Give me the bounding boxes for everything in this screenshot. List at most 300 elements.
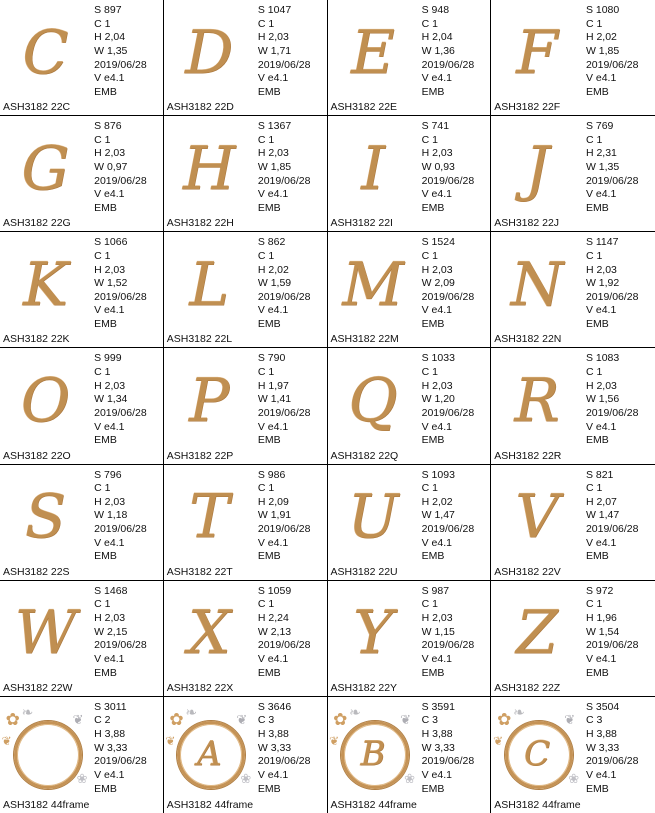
meta-fmt: EMB: [257, 434, 281, 447]
design-preview: [0, 348, 91, 463]
meta-c: C 1: [585, 598, 603, 611]
meta-v: V e4.1: [94, 304, 125, 317]
meta-s: S 1147: [585, 236, 619, 249]
meta-fmt: EMB: [94, 434, 117, 447]
meta-fmt: EMB: [421, 782, 445, 795]
meta-v: V e4.1: [257, 72, 289, 85]
meta-c: C 3: [421, 714, 438, 727]
meta-h: H 1,97: [257, 379, 289, 392]
meta-c: C 1: [94, 133, 111, 146]
design-code: ASH3182 22R: [494, 449, 562, 462]
design-metadata: [419, 232, 491, 347]
design-cell[interactable]: [491, 116, 655, 232]
design-preview: [491, 348, 583, 463]
meta-c: C 1: [94, 249, 111, 262]
ornament-icon: ✿: [169, 709, 184, 729]
meta-c: C 1: [257, 133, 275, 146]
meta-date: 2019/06/28: [94, 290, 147, 303]
meta-c: C 3: [585, 714, 603, 727]
meta-s: S 1080: [585, 4, 620, 16]
monogram-frame-icon: [329, 703, 417, 797]
meta-h: H 2,31: [585, 147, 617, 160]
design-cell[interactable]: [491, 348, 655, 464]
ornament-icon: ✿: [333, 709, 348, 729]
meta-fmt: EMB: [257, 201, 281, 214]
design-preview: [164, 465, 255, 580]
meta-date: 2019/06/28: [257, 290, 311, 303]
ornament-icon: ❀: [568, 770, 580, 786]
design-code: ASH3182 22W: [3, 681, 73, 694]
meta-w: W 1,54: [585, 625, 620, 638]
meta-date: 2019/06/28: [421, 406, 475, 419]
meta-v: V e4.1: [421, 420, 452, 433]
design-cell[interactable]: [491, 697, 655, 813]
meta-c: C 1: [585, 366, 603, 379]
frame-ring: [341, 721, 409, 789]
design-preview: [328, 465, 419, 580]
meta-c: C 1: [421, 17, 438, 30]
meta-c: C 1: [585, 482, 603, 495]
meta-v: V e4.1: [421, 304, 452, 317]
meta-v: V e4.1: [94, 652, 125, 665]
letter-glyph: E: [351, 17, 395, 88]
meta-date: 2019/06/28: [585, 755, 639, 768]
meta-v: V e4.1: [94, 536, 125, 549]
design-code: ASH3182 22P: [166, 449, 234, 462]
meta-date: 2019/06/28: [257, 755, 311, 768]
design-code: ASH3182 22V: [494, 565, 561, 578]
meta-h: H 2,04: [94, 31, 126, 44]
meta-s: S 1367: [257, 120, 292, 133]
meta-s: S 897: [94, 4, 122, 16]
meta-c: C 1: [257, 598, 275, 611]
meta-v: V e4.1: [585, 536, 617, 549]
meta-s: S 999: [94, 352, 122, 365]
meta-c: C 1: [257, 17, 275, 30]
design-cell[interactable]: [328, 697, 492, 813]
letter-glyph: U: [347, 482, 399, 553]
meta-h: H 2,03: [421, 611, 453, 624]
meta-h: H 3,88: [94, 728, 126, 741]
design-code: ASH3182 22G: [3, 217, 71, 230]
design-metadata: [91, 348, 163, 463]
meta-c: C 2: [94, 714, 111, 727]
meta-v: V e4.1: [257, 536, 289, 549]
meta-h: H 2,02: [585, 31, 617, 44]
meta-h: H 3,88: [257, 728, 289, 741]
design-cell[interactable]: [0, 465, 164, 581]
meta-s: S 972: [585, 584, 614, 597]
letter-glyph: O: [20, 365, 71, 436]
letter-glyph: X: [187, 598, 231, 669]
meta-s: S 987: [421, 584, 450, 597]
ornament-icon: ❦: [493, 733, 504, 748]
meta-fmt: EMB: [421, 434, 445, 447]
meta-fmt: EMB: [585, 318, 609, 331]
meta-w: W 1,56: [585, 393, 620, 406]
meta-h: H 2,24: [257, 611, 289, 624]
design-code: ASH3182 22T: [166, 565, 233, 578]
design-metadata: [255, 581, 327, 696]
meta-date: 2019/06/28: [257, 58, 311, 71]
meta-h: H 2,03: [94, 263, 126, 276]
letter-glyph: N: [510, 249, 564, 320]
meta-fmt: EMB: [94, 201, 117, 214]
meta-h: H 2,04: [421, 31, 453, 44]
letter-glyph: C: [22, 17, 69, 88]
meta-date: 2019/06/28: [94, 639, 147, 652]
design-metadata: [255, 348, 327, 463]
design-cell[interactable]: [164, 0, 328, 116]
letter-glyph: C: [524, 733, 551, 774]
meta-fmt: EMB: [94, 666, 117, 679]
ornament-icon: ❦: [329, 733, 340, 748]
meta-date: 2019/06/28: [257, 523, 311, 536]
ornament-icon: ❧: [513, 703, 525, 720]
meta-v: V e4.1: [585, 652, 617, 665]
meta-fmt: EMB: [585, 85, 609, 98]
meta-v: V e4.1: [94, 72, 125, 85]
meta-s: S 3011: [94, 700, 127, 713]
letter-glyph: M: [342, 249, 404, 320]
meta-h: H 3,88: [421, 728, 453, 741]
design-cell[interactable]: [491, 0, 655, 116]
meta-s: S 1033: [421, 352, 455, 365]
meta-w: W 1,71: [257, 44, 292, 57]
design-code: ASH3182 22Z: [494, 681, 561, 694]
design-code: ASH3182 44frame: [166, 799, 254, 811]
meta-date: 2019/06/28: [257, 639, 311, 652]
design-code: ASH3182 22J: [494, 217, 560, 230]
meta-v: V e4.1: [94, 420, 125, 433]
meta-date: 2019/06/28: [94, 406, 147, 419]
meta-v: V e4.1: [421, 72, 452, 85]
meta-date: 2019/06/28: [421, 523, 475, 536]
meta-c: C 1: [585, 17, 603, 30]
design-metadata: [91, 465, 163, 580]
design-preview: [491, 465, 583, 580]
meta-date: 2019/06/28: [94, 523, 147, 536]
meta-w: W 1,20: [421, 393, 455, 406]
frame-ring: [14, 721, 82, 789]
design-code: ASH3182 22L: [166, 333, 233, 346]
design-cell[interactable]: [164, 116, 328, 232]
design-cell[interactable]: [0, 348, 164, 464]
meta-s: S 821: [585, 468, 614, 481]
meta-w: W 1,47: [585, 509, 620, 522]
design-cell[interactable]: [328, 232, 492, 348]
meta-w: W 2,13: [257, 625, 292, 638]
design-metadata: [91, 0, 163, 115]
meta-fmt: EMB: [585, 201, 609, 214]
meta-w: W 1,47: [421, 509, 455, 522]
meta-c: C 1: [94, 366, 111, 379]
design-cell[interactable]: [164, 232, 328, 348]
design-code: ASH3182 44frame: [3, 799, 90, 811]
meta-w: W 1,34: [94, 393, 128, 406]
ornament-icon: ❀: [404, 770, 416, 786]
meta-c: C 1: [421, 249, 438, 262]
design-code: ASH3182 22F: [494, 101, 561, 114]
design-metadata: [255, 465, 327, 580]
design-metadata: [255, 116, 327, 231]
ornament-icon: ❦: [72, 711, 84, 727]
meta-date: 2019/06/28: [257, 406, 311, 419]
meta-date: 2019/06/28: [421, 755, 475, 768]
letter-glyph: H: [183, 133, 236, 204]
design-cell[interactable]: [0, 232, 164, 348]
design-preview: [0, 697, 91, 813]
design-preview: [491, 232, 583, 347]
meta-s: S 3504: [585, 700, 620, 713]
design-preview: [164, 581, 255, 696]
ornament-icon: ❀: [240, 770, 252, 786]
design-code: ASH3182 22I: [330, 217, 393, 230]
meta-c: C 1: [421, 366, 438, 379]
meta-s: S 862: [257, 236, 286, 249]
meta-date: 2019/06/28: [585, 58, 639, 71]
meta-fmt: EMB: [585, 666, 609, 679]
design-cell[interactable]: [328, 348, 492, 464]
design-code: ASH3182 22Y: [330, 681, 398, 694]
letter-glyph: K: [23, 249, 68, 320]
meta-c: C 1: [421, 133, 438, 146]
meta-h: H 2,03: [421, 379, 453, 392]
frame-ring: [505, 721, 573, 789]
meta-fmt: EMB: [585, 434, 609, 447]
meta-fmt: EMB: [94, 318, 117, 331]
meta-v: V e4.1: [421, 536, 452, 549]
design-metadata: [583, 116, 655, 231]
design-code: ASH3182 22D: [166, 101, 234, 114]
meta-w: W 0,97: [94, 161, 128, 174]
meta-date: 2019/06/28: [421, 174, 475, 187]
design-metadata: [419, 465, 491, 580]
meta-fmt: EMB: [421, 85, 445, 98]
meta-w: W 1,85: [585, 44, 620, 57]
meta-c: C 1: [585, 249, 603, 262]
meta-w: W 3,33: [585, 741, 620, 754]
design-code: ASH3182 22H: [166, 217, 234, 230]
frame-ring: [177, 721, 245, 789]
design-code: ASH3182 22U: [330, 565, 398, 578]
meta-c: C 1: [257, 249, 275, 262]
meta-h: H 2,03: [94, 147, 126, 160]
design-cell[interactable]: [164, 465, 328, 581]
design-preview: [491, 581, 583, 696]
design-cell[interactable]: [0, 0, 164, 116]
design-preview: [164, 232, 255, 347]
meta-v: V e4.1: [257, 188, 289, 201]
design-cell[interactable]: [491, 465, 655, 581]
meta-c: C 1: [94, 17, 111, 30]
meta-c: C 1: [94, 482, 111, 495]
design-preview: [164, 348, 255, 463]
design-preview: [328, 348, 419, 463]
meta-v: V e4.1: [257, 420, 289, 433]
meta-w: W 1,36: [421, 44, 455, 57]
design-preview: [164, 0, 255, 115]
design-preview: [328, 697, 419, 813]
meta-w: W 2,09: [421, 277, 455, 290]
meta-h: H 2,07: [585, 495, 617, 508]
meta-s: S 948: [421, 4, 450, 16]
design-preview: [491, 116, 583, 231]
design-code: ASH3182 22C: [3, 101, 71, 114]
design-cell[interactable]: [328, 581, 492, 697]
design-metadata: [91, 232, 163, 347]
meta-date: 2019/06/28: [421, 290, 475, 303]
letter-glyph: F: [516, 17, 558, 88]
meta-c: C 1: [585, 133, 603, 146]
design-cell[interactable]: [491, 232, 655, 348]
ornament-icon: ❦: [564, 711, 576, 727]
meta-w: W 1,85: [257, 161, 292, 174]
meta-date: 2019/06/28: [585, 406, 639, 419]
meta-date: 2019/06/28: [585, 523, 639, 536]
design-cell[interactable]: [0, 116, 164, 232]
meta-c: C 1: [94, 598, 111, 611]
design-cell[interactable]: [164, 581, 328, 697]
letter-glyph: L: [189, 249, 230, 320]
ornament-icon: ❧: [185, 703, 198, 720]
meta-s: S 986: [257, 468, 286, 481]
design-preview: [328, 581, 419, 696]
design-preview: [491, 0, 583, 115]
letter-glyph: Z: [516, 598, 558, 669]
letter-glyph: J: [525, 133, 550, 204]
design-cell[interactable]: [328, 0, 492, 116]
meta-fmt: EMB: [257, 318, 281, 331]
meta-w: W 1,52: [94, 277, 128, 290]
meta-s: S 1468: [94, 584, 128, 597]
meta-s: S 1066: [94, 236, 128, 249]
letter-glyph: Y: [353, 598, 393, 669]
meta-h: H 2,09: [257, 495, 289, 508]
design-cell[interactable]: [491, 581, 655, 697]
meta-w: W 1,18: [94, 509, 128, 522]
meta-date: 2019/06/28: [585, 290, 639, 303]
meta-v: V e4.1: [94, 769, 125, 782]
meta-fmt: EMB: [94, 550, 117, 563]
meta-s: S 1093: [421, 468, 455, 481]
meta-c: C 1: [421, 598, 438, 611]
design-metadata: [419, 581, 491, 696]
design-cell[interactable]: [164, 348, 328, 464]
design-cell[interactable]: [164, 697, 328, 813]
meta-fmt: EMB: [421, 550, 445, 563]
letter-glyph: B: [360, 733, 386, 774]
meta-w: W 1,15: [421, 625, 455, 638]
meta-fmt: EMB: [257, 550, 281, 563]
meta-w: W 3,33: [421, 741, 455, 754]
ornament-icon: ❧: [21, 703, 34, 720]
meta-v: V e4.1: [257, 304, 289, 317]
design-code: ASH3182 22K: [3, 333, 70, 346]
meta-fmt: EMB: [421, 666, 445, 679]
meta-w: W 0,93: [421, 161, 455, 174]
meta-c: C 1: [257, 482, 275, 495]
design-metadata: [91, 697, 163, 813]
meta-s: S 741: [421, 120, 450, 133]
meta-w: W 1,59: [257, 277, 292, 290]
meta-fmt: EMB: [585, 782, 609, 795]
letter-glyph: S: [25, 482, 67, 553]
meta-fmt: EMB: [585, 550, 609, 563]
design-cell[interactable]: [328, 116, 492, 232]
letter-glyph: R: [514, 365, 560, 436]
meta-s: S 3646: [257, 700, 292, 713]
letter-glyph: V: [515, 482, 559, 553]
ornament-icon: ❦: [1, 733, 12, 748]
meta-s: S 769: [585, 120, 614, 133]
meta-s: S 1524: [421, 236, 455, 249]
meta-h: H 2,03: [94, 379, 126, 392]
meta-h: H 2,03: [257, 31, 289, 44]
ornament-icon: ✿: [5, 709, 20, 729]
ornament-icon: ❀: [76, 770, 88, 786]
meta-c: C 1: [421, 482, 438, 495]
meta-h: H 3,88: [585, 728, 617, 741]
monogram-frame-icon: [165, 703, 253, 797]
meta-h: H 2,03: [94, 495, 126, 508]
meta-w: W 1,35: [585, 161, 620, 174]
ornament-icon: ❦: [400, 711, 412, 727]
meta-h: H 2,03: [94, 611, 126, 624]
design-preview: [0, 581, 91, 696]
meta-h: H 2,03: [257, 147, 289, 160]
design-metadata: [255, 697, 327, 813]
design-code: ASH3182 44frame: [330, 799, 417, 811]
meta-w: W 1,92: [585, 277, 620, 290]
meta-date: 2019/06/28: [94, 174, 147, 187]
meta-h: H 2,03: [421, 263, 453, 276]
design-cell[interactable]: [0, 697, 164, 813]
meta-h: H 2,02: [421, 495, 453, 508]
design-preview: [0, 116, 91, 231]
design-metadata: [583, 0, 655, 115]
design-cell[interactable]: [328, 465, 492, 581]
meta-fmt: EMB: [421, 201, 445, 214]
design-preview: [164, 116, 255, 231]
letter-glyph: W: [14, 598, 77, 669]
design-cell[interactable]: [0, 581, 164, 697]
meta-date: 2019/06/28: [421, 639, 475, 652]
meta-v: V e4.1: [585, 769, 617, 782]
meta-fmt: EMB: [257, 666, 281, 679]
design-code: ASH3182 22M: [330, 333, 399, 346]
meta-v: V e4.1: [421, 188, 452, 201]
letter-glyph: P: [189, 365, 230, 436]
meta-date: 2019/06/28: [94, 755, 147, 768]
meta-v: V e4.1: [257, 652, 289, 665]
meta-date: 2019/06/28: [421, 58, 475, 71]
monogram-frame-icon: [493, 703, 581, 797]
design-preview: [328, 232, 419, 347]
meta-s: S 3591: [421, 700, 455, 713]
meta-h: H 2,03: [585, 263, 617, 276]
meta-w: W 3,33: [257, 741, 292, 754]
meta-date: 2019/06/28: [257, 174, 311, 187]
letter-glyph: T: [189, 482, 230, 553]
meta-fmt: EMB: [257, 782, 281, 795]
letter-glyph: Q: [348, 365, 398, 436]
design-metadata: [419, 0, 491, 115]
meta-fmt: EMB: [421, 318, 445, 331]
meta-h: H 2,03: [585, 379, 617, 392]
design-metadata: [583, 465, 655, 580]
meta-v: V e4.1: [585, 188, 617, 201]
